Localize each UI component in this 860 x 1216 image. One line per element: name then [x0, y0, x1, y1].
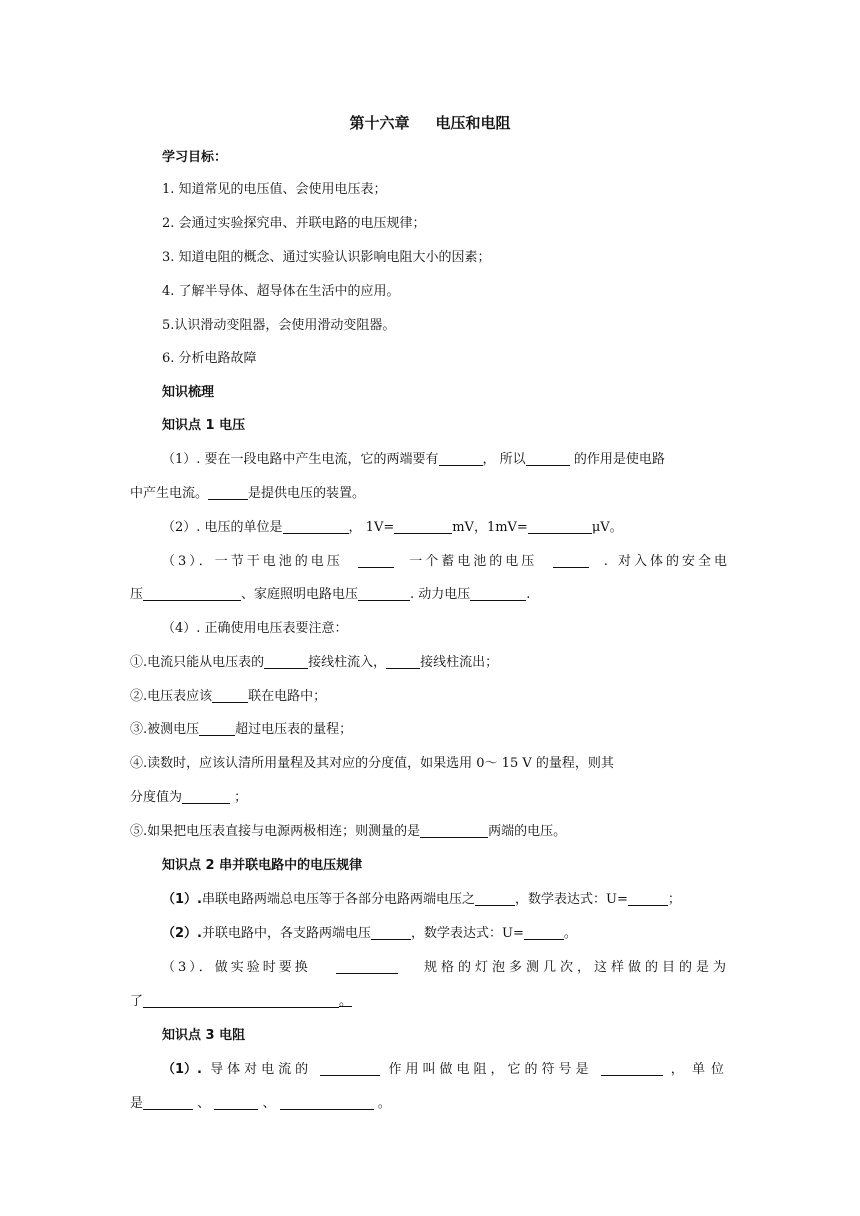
fill-blank[interactable] — [601, 1061, 663, 1076]
kp1-paragraph-3: （3）．一节干电池的电压 一个蓄电池的电压 . 对入体的安全电 — [162, 554, 730, 569]
chapter-title — [0, 112, 860, 133]
kp1-paragraph-4: （4）. 正确使用电压表要注意： — [162, 621, 348, 636]
kp1-heading: 知识点 1 电压 — [162, 418, 246, 433]
fill-blank[interactable] — [143, 586, 241, 601]
objective-item: 4. 了解半导体、超导体在生活中的应用。 — [162, 284, 400, 299]
chapter-name: 电压和电阻 — [435, 114, 511, 132]
fill-blank[interactable] — [439, 451, 483, 466]
kp2-paragraph-3: （3）．做实验时要换 规格的灯泡多测几次，这样做的目的是为 — [162, 960, 730, 975]
kp3-paragraph-1-cont: 是 、 、 。 — [130, 1096, 391, 1111]
fill-blank[interactable] — [320, 1061, 380, 1076]
fill-blank[interactable] — [386, 654, 420, 669]
objective-item: 2. 会通过实验探究串、并联电路的电压规律； — [162, 216, 426, 231]
voltmeter-rule-2: ②.电压表应该 联在电路中； — [130, 689, 327, 704]
review-heading: 知识梳理 — [162, 385, 215, 400]
fill-blank[interactable] — [420, 823, 488, 838]
kp1-paragraph-3-cont: 压 、家庭照明电路电压 . 动力电压 . — [130, 587, 531, 602]
objective-item: 3. 知道电阻的概念、通过实验认识影响电阻大小的因素； — [162, 250, 491, 265]
voltmeter-rule-1: ①.电流只能从电压表的 接线柱流入， 接线柱流出； — [130, 655, 499, 670]
objectives-heading: 学习目标： — [162, 150, 228, 165]
fill-blank[interactable] — [143, 1095, 193, 1110]
fill-blank[interactable] — [371, 925, 411, 940]
fill-blank[interactable] — [394, 519, 452, 534]
fill-blank[interactable] — [553, 553, 589, 568]
kp2-heading: 知识点 2 串并联电路中的电压规律 — [162, 858, 363, 873]
fill-blank[interactable] — [358, 553, 394, 568]
voltmeter-rule-4-cont: 分度值为 ； — [130, 790, 248, 805]
objective-item: 1. 知道常见的电压值、会使用电压表； — [162, 182, 387, 197]
fill-blank[interactable] — [214, 1095, 258, 1110]
kp1-paragraph-1-cont: 中产生电流。 是提供电压的装置。 — [130, 486, 366, 501]
voltmeter-rule-3: ③.被测电压 超过电压表的量程； — [130, 722, 353, 737]
fill-blank[interactable] — [470, 586, 526, 601]
fill-blank[interactable] — [143, 993, 339, 1008]
fill-blank[interactable] — [628, 891, 668, 906]
kp1-paragraph-2: （2）. 电压的单位是 ， 1V= mV，1mV= μV。 — [162, 520, 623, 535]
fill-blank[interactable] — [212, 688, 248, 703]
voltmeter-rule-5: ⑤.如果把电压表直接与电源两极相连；则测量的是 两端的电压。 — [130, 824, 567, 839]
fill-blank[interactable] — [208, 485, 248, 500]
kp2-paragraph-1: （1）.串联电路两端总电压等于各部分电路两端电压之 ，数学表达式：U= ； — [162, 892, 681, 907]
objective-item: 6. 分析电路故障 — [162, 351, 257, 366]
voltmeter-rule-4: ④.读数时，应该认清所用量程及其对应的分度值，如果选用 0～ 15 V 的量程，则其 — [130, 756, 614, 771]
kp3-heading: 知识点 3 电阻 — [162, 1028, 246, 1043]
fill-blank[interactable] — [199, 721, 235, 736]
chapter-number: 第十六章 — [349, 114, 410, 132]
fill-blank[interactable] — [528, 519, 592, 534]
objective-item: 5.认识滑动变阻器，会使用滑动变阻器。 — [162, 318, 396, 333]
fill-blank[interactable] — [283, 519, 349, 534]
kp3-paragraph-1: （1）. 导体对电流的 作用叫做电阻，它的符号是 ， 单位 — [162, 1062, 730, 1077]
kp2-paragraph-2: （2）.并联电路中，各支路两端电压 ，数学表达式：U= 。 — [162, 926, 577, 941]
fill-blank[interactable] — [264, 654, 308, 669]
fill-blank[interactable] — [475, 891, 515, 906]
fill-blank[interactable] — [182, 789, 230, 804]
kp1-paragraph-1: （1）. 要在一段电路中产生电流，它的两端要有 ， 所以 的作用是使电路 — [162, 452, 665, 467]
fill-blank[interactable] — [526, 451, 570, 466]
fill-blank[interactable] — [358, 586, 410, 601]
fill-blank[interactable] — [336, 959, 398, 974]
fill-blank[interactable] — [524, 925, 564, 940]
kp2-paragraph-3-cont: 了 。 — [130, 994, 353, 1009]
fill-blank[interactable] — [280, 1095, 374, 1110]
